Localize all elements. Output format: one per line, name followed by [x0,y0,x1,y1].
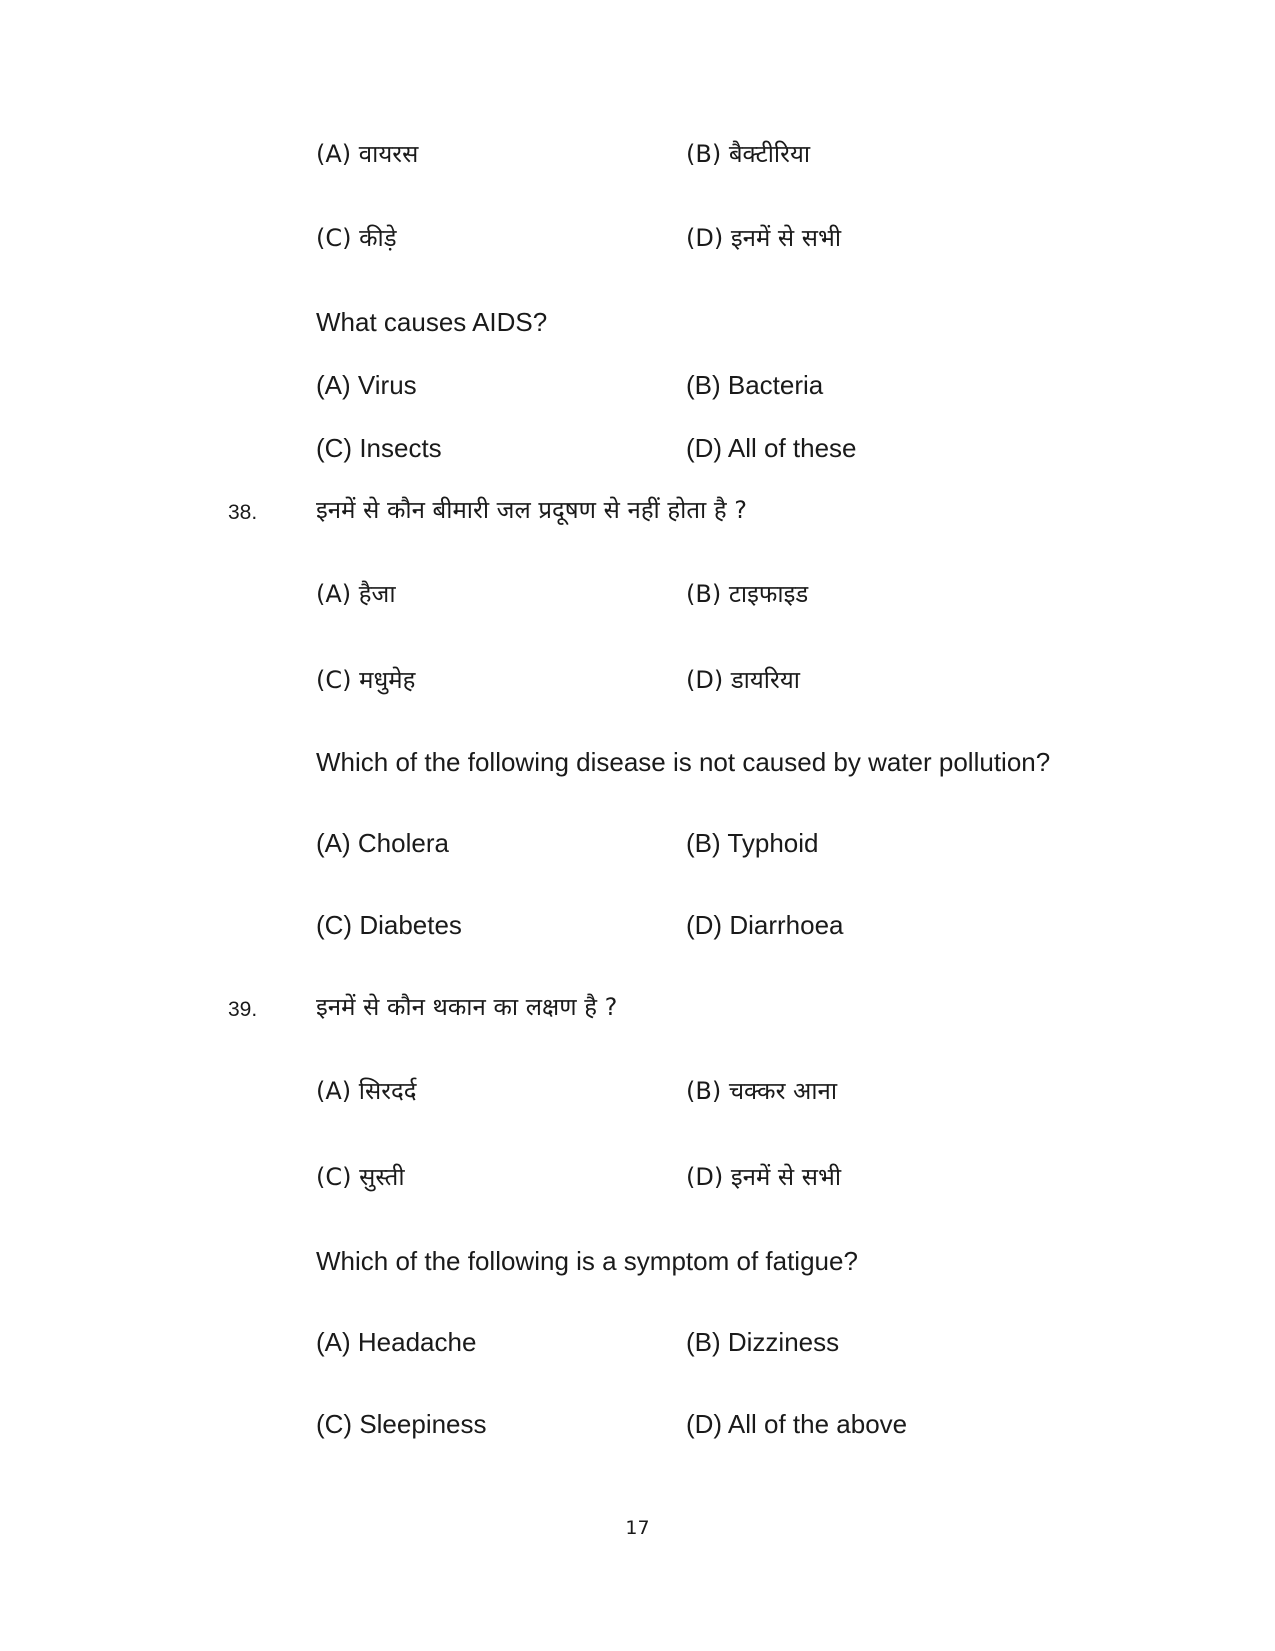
q38-hindi-option-b: (B) टाइफाइड [686,580,809,608]
q39-hindi-option-d: (D) इनमें से सभी [686,1163,842,1191]
q37-hindi-option-b: (B) बैक्टीरिया [686,140,811,168]
q38-english-option-c: (C) Diabetes [316,910,462,940]
q37-english-option-a: (A) Virus [316,370,417,400]
q37-english-option-d: (D) All of these [686,433,857,463]
q39-hindi-option-c: (C) सुस्ती [316,1163,405,1191]
q37-hindi-option-d: (D) इनमें से सभी [686,224,842,252]
q37-hindi-option-c: (C) कीड़े [316,224,397,252]
q39-english-option-c: (C) Sleepiness [316,1409,487,1439]
q37-english-option-b: (B) Bacteria [686,370,824,400]
q38-hindi-option-c: (C) मधुमेह [316,666,416,694]
q39-english-question: Which of the following is a symptom of fatigue? [316,1246,858,1276]
q38-english-option-b: (B) Typhoid [686,828,819,858]
q38-english-option-d: (D) Diarrhoea [686,910,844,940]
q39-english-option-d: (D) All of the above [686,1409,908,1439]
q38-number: 38. [228,501,258,524]
q39-english-option-b: (B) Dizziness [686,1327,840,1357]
q39-number: 39. [228,998,258,1021]
page-number: 17 [625,1517,650,1539]
q39-english-option-a: (A) Headache [316,1327,477,1357]
q39-hindi-question: इनमें से कौन थकान का लक्षण है ? [316,993,618,1021]
q37-english-question: What causes AIDS? [316,307,548,337]
q38-english-question: Which of the following disease is not caused by water pollution? [316,747,1051,777]
q39-hindi-option-a: (A) सिरदर्द [316,1077,417,1105]
q38-hindi-option-d: (D) डायरिया [686,666,800,694]
q38-english-option-a: (A) Cholera [316,828,449,858]
q38-hindi-option-a: (A) हैजा [316,580,396,608]
q39-hindi-option-b: (B) चक्कर आना [686,1077,838,1105]
q37-english-option-c: (C) Insects [316,433,442,463]
q38-hindi-question: इनमें से कौन बीमारी जल प्रदूषण से नहीं होता है ? [316,496,748,524]
q37-hindi-option-a: (A) वायरस [316,140,419,168]
